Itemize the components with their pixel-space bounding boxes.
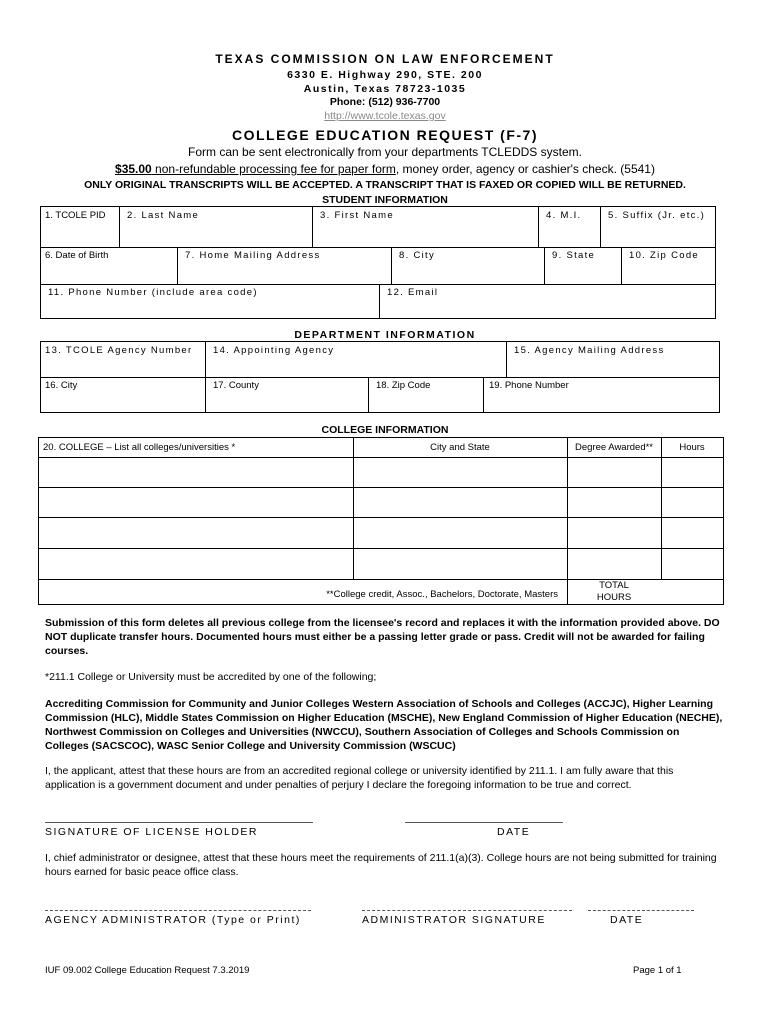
signature-date-label: DATE: [497, 826, 531, 838]
form-title: COLLEGE EDUCATION REQUEST (F-7): [231, 127, 539, 143]
total-hours-label: [567, 579, 661, 604]
phone: Phone: (512) 936-7700: [329, 96, 441, 108]
fee-underlined: non-refundable processing fee for paper form: [151, 162, 396, 176]
address-line-2: Austin, Texas 78723-1035: [303, 83, 467, 95]
address-line-1: 6330 E. Highway 290, STE. 200: [287, 69, 483, 81]
administrator-signature-field[interactable]: [362, 894, 572, 910]
applicant-attestation: I, the applicant, attest that these hours are from an accredited regional college or university identified by 211.1. I am fully aware that this application is a government document and under penalties of perjury I declare the foregoing information to be true and correct.: [45, 765, 674, 791]
col-hours: Hours: [679, 442, 705, 453]
license-holder-signature-field[interactable]: [45, 806, 313, 822]
col-college: 20. COLLEGE – List all colleges/universities *: [43, 442, 236, 453]
field-city[interactable]: 8. City: [399, 250, 436, 261]
field-last-name[interactable]: 2. Last Name: [127, 210, 200, 221]
org-name: TEXAS COMMISSION ON LAW ENFORCEMENT: [215, 52, 555, 66]
accreditation-list: Accrediting Commission for Community and Junior Colleges Western Association of Schools and Colleges (ACCJC), Higher Learning Commission (HLC), Middle States Commission on Higher Education (MSCHE), New England Commission of Higher Education (NECHE), Northwest Commission on Colleges and Universities (NWCCU), Southern Association of Colleges and Schools Commission on Colleges (SACSCOC), WASC Senior College and University Commission (WSCUC): [45, 698, 723, 752]
college-table: [38, 437, 724, 605]
fee-rest: , money order, agency or cashier's check. (5541): [395, 162, 655, 176]
college-row-4[interactable]: [39, 549, 353, 579]
total-hours-field[interactable]: [661, 579, 723, 604]
field-agency-number[interactable]: 13. TCOLE Agency Number: [45, 345, 193, 356]
license-holder-date-field[interactable]: [405, 806, 563, 822]
field-state[interactable]: 9. State: [552, 250, 596, 261]
college-heading: COLLEGE INFORMATION: [321, 424, 449, 436]
field-dept-city[interactable]: 16. City: [45, 380, 78, 391]
department-heading: DEPARTMENT INFORMATION: [294, 329, 476, 341]
col-degree: Degree Awarded**: [575, 442, 653, 453]
website-link[interactable]: http://www.tcole.texas.gov: [324, 110, 446, 122]
field-email[interactable]: 12. Email: [387, 287, 439, 298]
administrator-attestation: I, chief administrator or designee, attest that these hours meet the requirements of 211.1(a)(3). College hours are not being submitted for training hours earned for basic peace office class.: [45, 852, 717, 878]
field-phone[interactable]: 11. Phone Number (include area code): [48, 287, 258, 298]
field-mi[interactable]: 4. M.I.: [546, 210, 582, 221]
student-heading: STUDENT INFORMATION: [322, 194, 448, 206]
field-agency-address[interactable]: 15. Agency Mailing Address: [514, 345, 665, 356]
field-tcole-pid[interactable]: 1. TCOLE PID: [45, 210, 106, 221]
hours-label: HOURS: [596, 592, 632, 603]
submission-note: Submission of this form deletes all previous college from the licensee's record and replaces it with the information provided above. DO NOT duplicate transfer hours. Documented hours must either be a passing letter grade or pass. Credit will not be awarded for failing courses.: [45, 617, 720, 657]
total-label: TOTAL: [599, 580, 629, 591]
field-county[interactable]: 17. County: [213, 380, 259, 391]
field-dept-phone[interactable]: 19. Phone Number: [489, 380, 569, 391]
college-row-2[interactable]: [39, 488, 353, 517]
page-number: Page 1 of 1: [633, 965, 682, 976]
admin-date-label: DATE: [610, 914, 644, 926]
student-info-box: [40, 206, 716, 319]
agency-administrator-label: AGENCY ADMINISTRATOR (Type or Print): [45, 914, 301, 926]
form-id: IUF 09.002 College Education Request 7.3.2019: [45, 965, 250, 976]
field-appointing-agency[interactable]: 14. Appointing Agency: [213, 345, 335, 356]
field-dob[interactable]: 6. Date of Birth: [45, 250, 109, 261]
fee-amount: $35.00: [115, 162, 152, 176]
signature-holder-label: SIGNATURE OF LICENSE HOLDER: [45, 826, 259, 838]
col-city-state: City and State: [430, 442, 490, 453]
field-zip[interactable]: 10. Zip Code: [629, 250, 699, 261]
college-row-3[interactable]: [39, 518, 353, 548]
department-info-box: [40, 341, 720, 413]
field-suffix[interactable]: 5. Suffix (Jr. etc.): [608, 210, 706, 221]
college-row-1[interactable]: [39, 458, 353, 487]
field-dept-zip[interactable]: 18. Zip Code: [376, 380, 431, 391]
agency-administrator-field[interactable]: [45, 894, 311, 910]
fee-line: [0, 162, 770, 176]
degree-footnote: **College credit, Assoc., Bachelors, Doctorate, Masters: [326, 589, 558, 600]
transcript-notice: ONLY ORIGINAL TRANSCRIPTS WILL BE ACCEPTED. A TRANSCRIPT THAT IS FAXED OR COPIED WILL BE RETURNED.: [84, 179, 686, 191]
administrator-date-field[interactable]: [588, 894, 694, 910]
administrator-signature-label: ADMINISTRATOR SIGNATURE: [362, 914, 546, 926]
accreditation-intro: *211.1 College or University must be accredited by one of the following;: [45, 671, 377, 683]
field-first-name[interactable]: 3. First Name: [320, 210, 394, 221]
subtitle: Form can be sent electronically from your departments TCLEDDS system.: [188, 145, 582, 159]
field-home-address[interactable]: 7. Home Mailing Address: [185, 250, 321, 261]
